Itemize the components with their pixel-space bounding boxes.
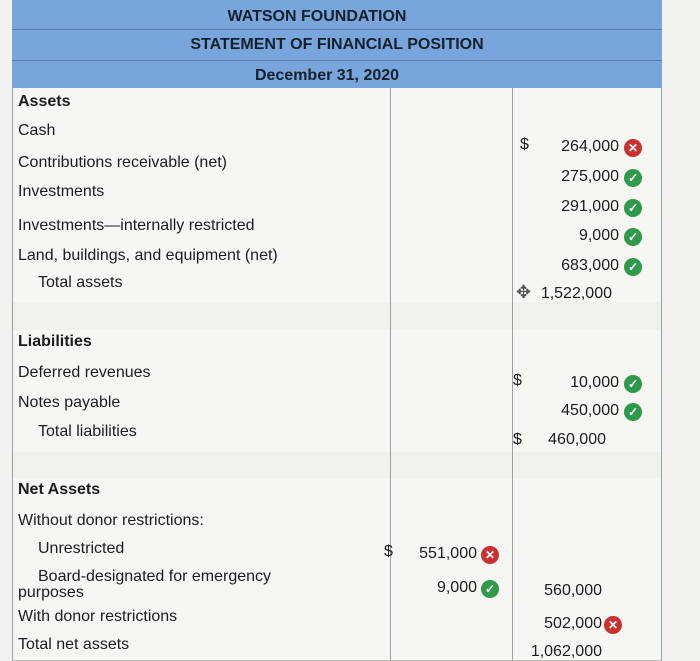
- correct-icon: ✓: [481, 580, 499, 598]
- total-net-assets-value[interactable]: 1,062,000: [530, 643, 602, 660]
- statement-title: STATEMENT OF FINANCIAL POSITION: [190, 36, 484, 53]
- contributions-value[interactable]: 275,000: [561, 168, 619, 185]
- investments-value[interactable]: 291,000: [561, 198, 619, 215]
- table-row: [12, 452, 662, 479]
- financial-statement-sheet: [12, 0, 662, 660]
- total-net-assets-label: Total net assets: [18, 636, 130, 653]
- statement-header: [12, 0, 662, 88]
- correct-icon: ✓: [624, 169, 642, 187]
- land-label: Land, buildings, and equipment (net): [18, 247, 278, 264]
- investments-restricted-label: Investments—internally restricted: [18, 217, 255, 234]
- cash-label: Cash: [18, 122, 56, 139]
- notes-label: Notes payable: [18, 394, 121, 411]
- total-liabilities-value[interactable]: 460,000: [548, 431, 606, 448]
- org-name: WATSON FOUNDATION: [227, 8, 407, 25]
- with-donor-label: With donor restrictions: [18, 608, 178, 625]
- liabilities-heading: Liabilities: [18, 333, 92, 350]
- cash-value[interactable]: 264,000: [561, 138, 619, 155]
- table-row: [12, 478, 662, 507]
- correct-icon: ✓: [624, 199, 642, 217]
- without-donor-label: Without donor restrictions:: [18, 512, 204, 529]
- board-value[interactable]: 9,000: [436, 579, 477, 596]
- investments-label: Investments: [18, 183, 105, 200]
- table-row: [12, 302, 662, 331]
- total-assets-label: Total assets: [38, 274, 123, 291]
- table-row: [12, 88, 662, 117]
- deferred-value[interactable]: 10,000: [570, 374, 619, 391]
- correct-icon: ✓: [624, 228, 642, 246]
- incorrect-icon: ✕: [481, 546, 499, 564]
- incorrect-icon: ✕: [624, 139, 642, 157]
- net-assets-heading: Net Assets: [18, 481, 101, 498]
- with-donor-value[interactable]: 502,000: [544, 615, 602, 632]
- contributions-label: Contributions receivable (net): [18, 154, 227, 171]
- total-liabilities-label: Total liabilities: [38, 423, 137, 440]
- investments-restricted-value[interactable]: 9,000: [578, 227, 619, 244]
- land-value[interactable]: 683,000: [561, 257, 619, 274]
- total-assets-value[interactable]: 1,522,000: [540, 285, 612, 302]
- statement-date: December 31, 2020: [254, 67, 400, 84]
- table-row: [12, 330, 662, 359]
- total-liabilities-dollar: $: [513, 431, 522, 448]
- incorrect-icon: ✕: [604, 616, 622, 634]
- cash-dollar: $: [520, 136, 529, 153]
- board-label-line1: Board-designated for emergency: [38, 568, 272, 585]
- unrestricted-label: Unrestricted: [38, 540, 125, 557]
- deferred-label: Deferred revenues: [18, 364, 151, 381]
- deferred-dollar: $: [513, 372, 522, 389]
- unrestricted-value[interactable]: 551,000: [419, 545, 477, 562]
- notes-value[interactable]: 450,000: [561, 402, 619, 419]
- correct-icon: ✓: [624, 258, 642, 276]
- move-cursor-icon: ✥: [516, 282, 532, 302]
- without-donor-subtotal[interactable]: 560,000: [544, 582, 602, 599]
- correct-icon: ✓: [624, 375, 642, 393]
- correct-icon: ✓: [624, 403, 642, 421]
- unrestricted-dollar: $: [384, 543, 393, 560]
- assets-heading: Assets: [18, 93, 71, 110]
- board-label-line2: purposes: [18, 584, 84, 601]
